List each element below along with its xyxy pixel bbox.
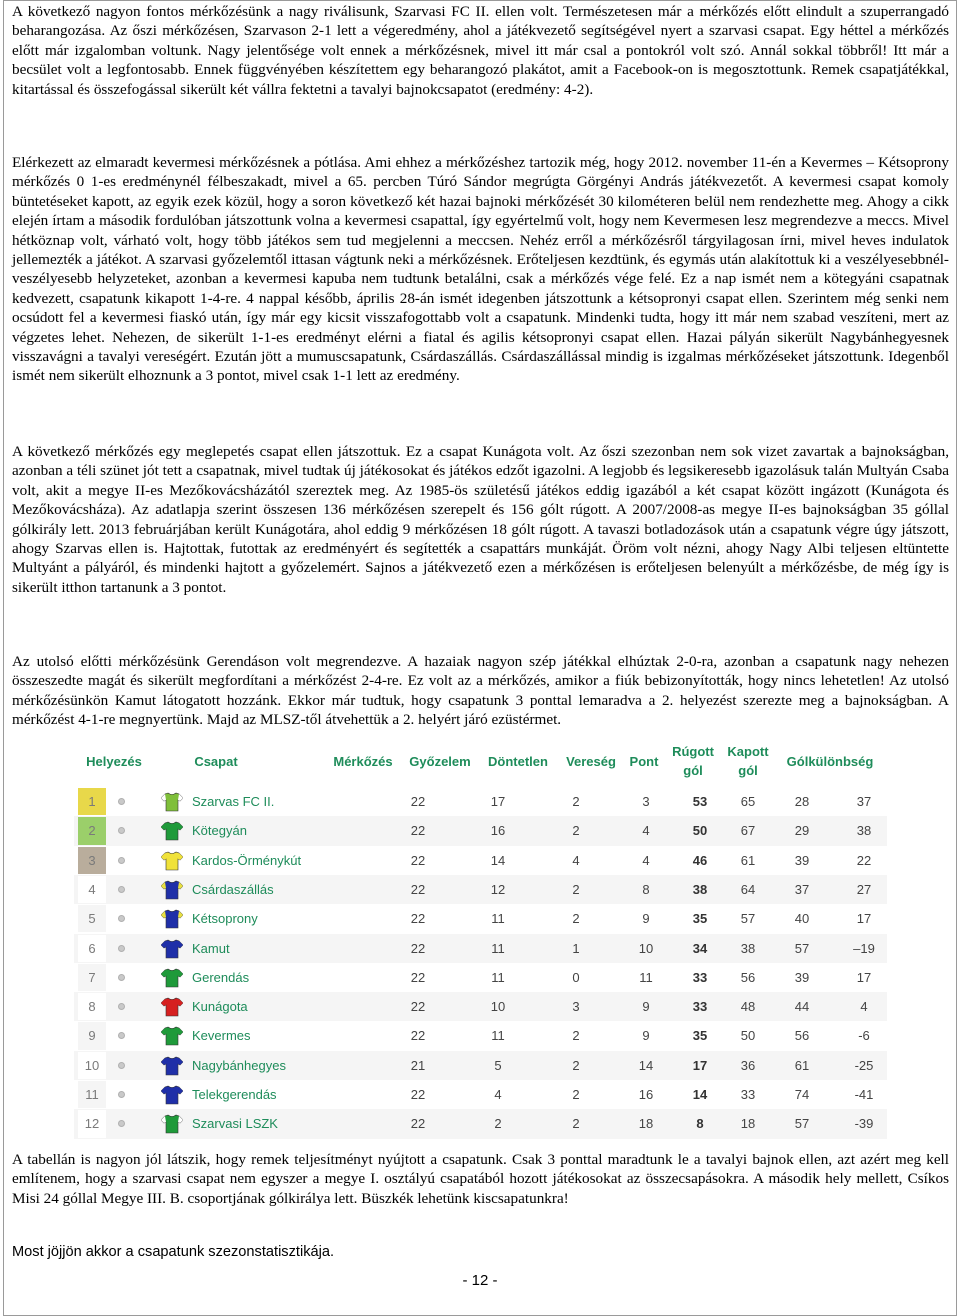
status-dot-icon [118, 945, 125, 952]
jersey-icon [161, 997, 183, 1017]
cell-p: 22 [410, 852, 426, 868]
cell-gf: 38 [740, 940, 756, 956]
page-number: - 12 - [462, 1272, 498, 1289]
position-cell: 6 [78, 935, 106, 962]
standings-table [74, 742, 887, 1138]
paragraph-rivalry-match: A következő nagyon fontos mérkőzésünk a nagy riválisunk, Szarvasi FC II. ellen volt. Természetesen már a mérkőzés előtt elindult a szuperrangadó beharangozása. Az őszi mérkőzésen, Szarvason 2-1 lett a végeredmény, ahol a játékvezető segítségével nyert a szarvasi csapat. Egy héttel a mérkőzés előtt már izgalomban voltunk. Nagy jelentősége volt ennek a mérkőzésnek, mivel itt már csal a pontokról volt szó. Annál sokkal többről! Itt már a becsület volt a legfontosabb. Ennek függvényében készítettem egy beharangozó plakátot, amit a Facebook-on is megosztottunk. Remek csapatjátékkal, kitartással és összefogással sikerült két vállra fektetni a tavalyi bajnokcsapatot (eredmény: 4-2). [12, 3, 949, 98]
cell-w: 12 [490, 881, 506, 897]
cell-ga: 29 [794, 823, 810, 839]
cell-pts: 34 [692, 940, 708, 956]
cell-gd: -41 [854, 1087, 874, 1102]
header-position: Helyezés [86, 754, 142, 769]
cell-p: 22 [410, 911, 426, 927]
cell-gd: 22 [856, 852, 872, 868]
table-row [74, 816, 887, 845]
cell-w: 11 [491, 911, 505, 927]
table-row [74, 1021, 887, 1050]
cell-l: 4 [642, 823, 650, 839]
cell-gd: 17 [856, 911, 872, 927]
team-name: Kötegyán [192, 823, 247, 839]
cell-p: 22 [410, 1116, 426, 1132]
position-cell: 9 [78, 1022, 106, 1049]
jersey-icon [161, 1056, 183, 1076]
cell-p: 22 [410, 940, 426, 956]
header-team: Csapat [194, 754, 238, 769]
cell-w: 11 [491, 1028, 505, 1044]
position-cell: 3 [78, 847, 106, 874]
cell-ga: 56 [794, 1028, 810, 1044]
cell-l: 16 [638, 1087, 654, 1102]
cell-w: 14 [490, 852, 506, 868]
team-name: Kamut [192, 940, 230, 956]
team-name: Kunágota [192, 999, 248, 1015]
cell-l: 3 [642, 794, 650, 809]
team-name: Kétsoprony [192, 911, 258, 927]
cell-gf: 18 [740, 1116, 756, 1132]
cell-ga: 57 [794, 940, 810, 956]
cell-gf: 33 [740, 1087, 756, 1102]
position-cell: 11 [78, 1081, 106, 1108]
cell-l: 9 [642, 911, 650, 927]
paragraph-kunagota-match: A következő mérkőzés egy meglepetés csapat ellen játszottuk. Ez a csapat Kunágota volt. Az őszi szezonban nem sok vizet zavartak a bajnokságban, azonban a téli szünet jót tett a csapatnak, mivel tudtak új játékosokat és játékos edzőt igazolni. A legjobb és legsikeresebb igazolásuk talán Multyán Csaba volt, akit a megye II-es Mezőkovácsházától szereztek meg. Az 1985-ös születésű játékos eddig igazából a két csapat között ingázott (Kunágota és Mezőkovácsháza). Az adatlapja szerint összesen 136 mérkőzésen szerepelt és 156 gólt rúgott. A 2007/2008-as megye II-es bajnokságban 35 góllal gólkirály lett. 2013 februárjában került Kunágotára, ahol eddig 9 mérkőzésen 18 gólt rúgott. A tavaszi botladozások után a csapatunk végre úgy játszott, ahogy Szarvas ellen is. Hajtottak, futottak az eredményért és segítették a csapattárs munkáját. Öröm volt nézni, ahogy Nagy Albi teljesen eltüntette Multyánt a pályáról, és mindenki hajtott a győzelemért. Sajnos a játékvezető ezen a mérkőzésen is erőteljesen belenyúlt a mérkőzésbe, de még így is sikerült itthon tartanunk a 3 pontot. [12, 443, 949, 596]
cell-l: 8 [642, 881, 650, 897]
table-row [74, 875, 887, 904]
position-cell: 5 [78, 905, 106, 932]
cell-pts: 35 [692, 1028, 708, 1044]
cell-gf: 61 [740, 852, 756, 868]
cell-d: 2 [572, 823, 580, 839]
cell-p: 22 [410, 823, 426, 839]
table-row [74, 1080, 887, 1109]
cell-d: 2 [572, 911, 580, 927]
team-name: Csárdaszállás [192, 881, 274, 897]
team-name: Szarvasi LSZK [192, 1116, 278, 1132]
cell-d: 2 [572, 1057, 580, 1073]
paragraph-summary: A tabellán is nagyon jól látszik, hogy remek teljesítményt nyújtott a csapatunk. Csak 3 ponttal maradtunk le a tavalyi bajnok ellen, azt azért meg kell említenem, hogy a szarvasi csapat nem egyszer a megye I. osztályú csapatából hozott játékosokat az összecsapásokra. A második hely mellett, Csíkos Misi 24 góllal Megye III. B. csoportjának gólkirálya lett. Büszkék lehetünk kiscsapatunkra! [12, 1151, 949, 1207]
cell-p: 22 [410, 881, 426, 897]
cell-pts: 33 [692, 999, 708, 1015]
cell-d: 2 [572, 1028, 580, 1044]
cell-ga: 28 [794, 794, 810, 809]
header-goals-for: Rúgott gól [672, 744, 714, 778]
position-cell: 8 [78, 993, 106, 1020]
cell-p: 21 [410, 1057, 426, 1073]
paragraph-season-stats-intro: Most jöjjön akkor a csapatunk szezonstatisztikája. [12, 1244, 335, 1260]
table-row [74, 787, 887, 816]
cell-gd: 38 [856, 823, 872, 839]
jersey-icon [161, 1026, 183, 1046]
jersey-icon [161, 880, 183, 900]
cell-ga: 44 [794, 999, 810, 1015]
cell-l: 11 [639, 969, 653, 985]
cell-gf: 64 [740, 881, 756, 897]
status-dot-icon [118, 886, 125, 893]
cell-gd: –19 [853, 940, 875, 956]
cell-p: 22 [410, 1028, 426, 1044]
jersey-icon [161, 909, 183, 929]
header-goals-against: Kapott gól [727, 744, 769, 778]
cell-gd: 17 [856, 969, 872, 985]
table-row [74, 904, 887, 933]
cell-d: 2 [572, 1116, 580, 1132]
jersey-icon [161, 1085, 183, 1105]
header-played: Mérkőzés [333, 754, 393, 769]
cell-gd: 37 [856, 794, 872, 809]
cell-w: 11 [491, 940, 505, 956]
cell-ga: 74 [794, 1087, 810, 1102]
team-name: Szarvas FC II. [192, 794, 275, 809]
status-dot-icon [118, 798, 125, 805]
cell-w: 2 [494, 1116, 502, 1132]
table-row [74, 992, 887, 1021]
cell-p: 22 [410, 1087, 426, 1102]
cell-l: 4 [642, 852, 650, 868]
cell-ga: 57 [794, 1116, 810, 1132]
table-row [74, 934, 887, 963]
cell-p: 22 [410, 999, 426, 1015]
cell-ga: 39 [794, 852, 810, 868]
jersey-icon [161, 792, 183, 812]
position-cell: 1 [78, 788, 106, 815]
cell-pts: 17 [692, 1057, 708, 1073]
cell-gf: 50 [740, 1028, 756, 1044]
cell-ga: 61 [794, 1057, 810, 1073]
cell-l: 9 [642, 999, 650, 1015]
position-cell: 2 [78, 817, 106, 844]
header-drawn: Döntetlen [488, 754, 548, 769]
paragraph-final-matches: Az utolsó előtti mérkőzésünk Gerendáson volt megrendezve. A hazaiak nagyon szép játékkal elhúztak 2-0-ra, azonban a csapatunk nagy nehezen összeszedte magát és sikerült megfordítani a mérkőzést 2-4-re. Ez volt az a mérkőzés, amikor a fiúk bebizonyították, hogy nincs lehetetlen! Az utolsó mérkőzésünkön Kamut látogatott hozzánk. Ekkor már tudtuk, hogy csapatunk 3 ponttal lemaradva a 2. helyezést szerezte meg a bajnokságban. A mérkőzést 4-1-re megnyertünk. Majd az MLSZ-től átvehettük a 2. helyért járó ezüstérmet. [12, 653, 949, 729]
header-goal-difference: Gólkülönbség [786, 754, 874, 769]
cell-w: 5 [494, 1057, 502, 1073]
cell-d: 2 [572, 1087, 580, 1102]
cell-p: 22 [410, 969, 426, 985]
header-points: Pont [629, 754, 659, 769]
team-name: Nagybánhegyes [192, 1057, 286, 1073]
cell-l: 10 [638, 940, 654, 956]
cell-gd: 4 [860, 999, 868, 1015]
cell-gd: -25 [854, 1057, 874, 1073]
position-cell: 10 [78, 1052, 106, 1079]
header-lost: Vereség [566, 754, 616, 769]
cell-ga: 39 [794, 969, 810, 985]
cell-w: 16 [490, 823, 506, 839]
cell-p: 22 [410, 794, 426, 809]
cell-w: 11 [491, 969, 505, 985]
position-cell: 12 [78, 1110, 106, 1137]
position-cell: 7 [78, 964, 106, 991]
cell-gf: 56 [740, 969, 756, 985]
cell-pts: 33 [692, 969, 708, 985]
cell-gd: 27 [856, 881, 872, 897]
status-dot-icon [118, 857, 125, 864]
cell-gf: 65 [740, 794, 756, 809]
cell-ga: 40 [794, 911, 810, 927]
cell-gf: 67 [740, 823, 756, 839]
team-name: Kardos-Örménykút [192, 852, 302, 868]
jersey-icon [161, 939, 183, 959]
cell-ga: 37 [794, 881, 810, 897]
status-dot-icon [118, 1062, 125, 1069]
cell-gf: 48 [740, 999, 756, 1015]
table-row [74, 846, 887, 875]
cell-l: 9 [642, 1028, 650, 1044]
position-cell: 4 [78, 876, 106, 903]
cell-pts: 14 [692, 1087, 708, 1102]
jersey-icon [161, 1114, 183, 1134]
team-name: Gerendás [192, 969, 250, 985]
cell-d: 4 [572, 852, 580, 868]
table-row [74, 1109, 887, 1138]
table-row [74, 963, 887, 992]
cell-w: 17 [490, 794, 506, 809]
cell-l: 14 [638, 1057, 654, 1073]
team-name: Telekgerendás [192, 1087, 277, 1102]
jersey-icon [161, 821, 183, 841]
cell-pts: 8 [696, 1116, 704, 1132]
cell-gd: -6 [858, 1028, 870, 1044]
cell-d: 2 [572, 794, 580, 809]
cell-pts: 53 [692, 794, 708, 809]
cell-d: 1 [572, 940, 580, 956]
status-dot-icon [118, 1091, 125, 1098]
status-dot-icon [118, 974, 125, 981]
jersey-icon [161, 851, 183, 871]
cell-gf: 36 [740, 1057, 756, 1073]
cell-w: 10 [490, 999, 506, 1015]
cell-l: 18 [638, 1116, 654, 1132]
cell-w: 4 [494, 1087, 502, 1102]
cell-d: 3 [572, 999, 580, 1015]
header-won: Győzelem [409, 754, 471, 769]
cell-pts: 50 [692, 823, 708, 839]
paragraph-kevermes-match: Elérkezett az elmaradt kevermesi mérkőzésnek a pótlása. Ami ehhez a mérkőzéshez tartozik még, hogy 2012. november 11-én a Kevermes – Kétsoprony mérkőzés 0 1-es eredménynél félbeszakadt, mivel a 65. percben Túró Sándor megrúgta Görgényi András játékvezetőt. A kevermesi csapat komoly büntetéseket kapott, az egyik ezek közül, hogy a soron következő két hazai bajnoki mérkőzését 30 kilométeren belül nem rendezhette meg. Ahogy a cikk elején írtam a második fordulóban játszottunk volna a kevermesi csapattal, így egyértelmű volt, hogy nem Kevermesen lesz megrendezve a meccs. Mivel hétköznap volt, várható volt, hogy több játékos sem tud megjelenni a meccsen. Nehéz erről a mérkőzésről tárgyilagosan írni, mivel heves indulatok jellemezték a játékot. A szarvasi győzelemtől ittasan vágtunk neki a mérkőzésnek. Erőteljesen kezdtünk, és egymás után alakítottuk ki a veszélyesebbnél-veszélyesebb helyzeteket, azonban a kevermesi kapuba nem tudtunk betalálni, csak a mérkőzés vége felé. Ez a nap ismét nem a kötegyáni csapatnak kedvezett, csapatunk kikapott 1-4-re. 4 nappal később, április 28-án ismét idegenben játszottunk a kétsopronyi csapat ellen. Szerintem még senki nem ocsúdott fel a kevermesi fiaskó után, így már egy kicsit visszafogottabb volt a csapatunk. Mindenki tudta, hogy itt már nem szabad veszíteni, mert az végzetes lehet. Nehezen, de sikerült 1-1-es eredményt elérni a fiatal és agilis kétsopronyi csapat ellen. Hazai pályán sikerült Nagybánhegyesnek visszavágni a tavalyi vereségért. Ezután jött a mumuscsapatunk, Csárdaszállás. Csárdaszállással mindig is izgalmas mérkőzéseket játszottunk. Idegenből ismét nem sikerült elhoznunk a 3 pontot, mivel csak 1-1 lett az eredmény. [12, 154, 949, 385]
jersey-icon [161, 968, 183, 988]
cell-d: 2 [572, 881, 580, 897]
cell-pts: 35 [692, 911, 708, 927]
cell-gf: 57 [740, 911, 756, 927]
cell-d: 0 [572, 969, 580, 985]
cell-pts: 38 [692, 881, 708, 897]
team-name: Kevermes [192, 1028, 251, 1044]
table-row [74, 1051, 887, 1080]
cell-pts: 46 [692, 852, 708, 868]
cell-gd: -39 [854, 1116, 874, 1132]
